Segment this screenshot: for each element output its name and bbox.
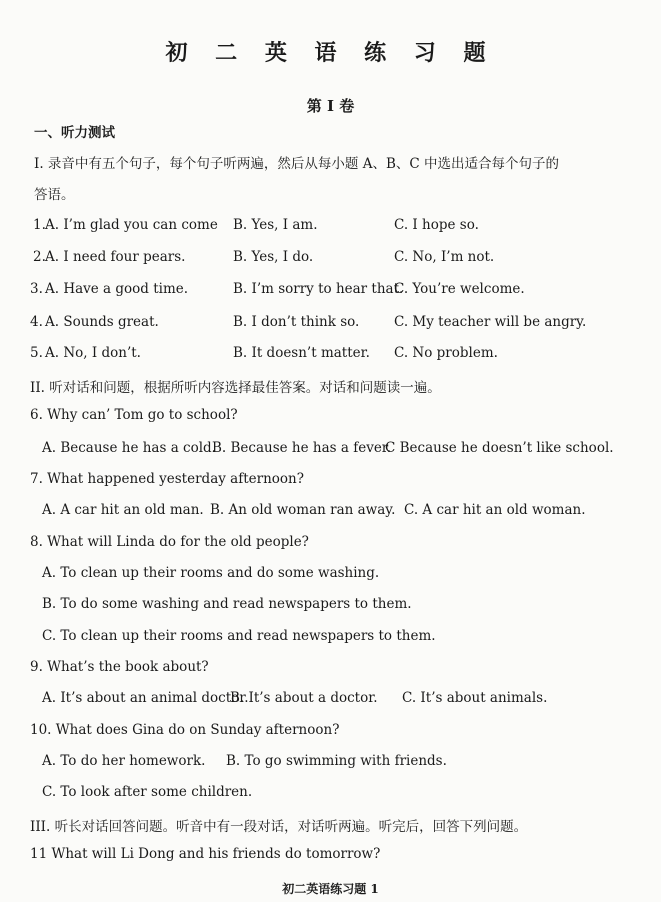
q2-option-b: B. Yes, I do. <box>233 249 314 265</box>
q2-number: 2. <box>33 249 46 265</box>
q7-option-a: A. A car hit an old man. <box>42 502 204 518</box>
part3-instruction: III. 听长对话回答问题。听音中有一段对话，对话听两遍。听完后，回答下列问题。 <box>30 819 528 835</box>
q7-stem: 7. What happened yesterday afternoon? <box>30 471 304 487</box>
volume-label: 第 I 卷 <box>306 97 355 115</box>
q7-option-b: B. An old woman ran away. <box>210 502 396 518</box>
q8-option-b: B. To do some washing and read newspapers to them. <box>42 596 412 612</box>
q10-stem: 10. What does Gina do on Sunday afternoon? <box>30 722 340 738</box>
q5-option-b: B. It doesn’t matter. <box>233 345 370 361</box>
part2-instruction: II. 听对话和问题，根据所听内容选择最佳答案。对话和问题读一遍。 <box>30 380 441 396</box>
q3-option-a: A. Have a good time. <box>45 281 189 297</box>
q8-stem: 8. What will Linda do for the old people? <box>30 534 309 550</box>
q3-option-c: C. You’re welcome. <box>394 281 525 297</box>
q4-option-b: B. I don’t think so. <box>233 314 360 330</box>
q5-option-c: C. No problem. <box>394 345 498 361</box>
q1-number: 1. <box>33 217 46 233</box>
q1-option-a: A. I’m glad you can come <box>45 217 218 233</box>
q8-option-c: C. To clean up their rooms and read newspapers to them. <box>42 628 436 644</box>
section-heading-listening: 一、听力测试 <box>34 125 115 141</box>
q4-number: 4. <box>30 314 43 330</box>
q2-option-a: A. I need four pears. <box>45 249 186 265</box>
q7-option-c: C. A car hit an old woman. <box>404 502 586 518</box>
q1-option-c: C. I hope so. <box>394 217 479 233</box>
q2-option-c: C. No, I’m not. <box>394 249 495 265</box>
q9-option-c: C. It’s about animals. <box>402 690 548 706</box>
q5-option-a: A. No, I don’t. <box>45 345 141 361</box>
q9-option-a: A. It’s about an animal doctor. <box>42 690 249 706</box>
q9-option-b: B. It’s about a doctor. <box>230 690 378 706</box>
q6-option-a: A. Because he has a cold. <box>42 440 216 456</box>
q4-option-a: A. Sounds great. <box>45 314 159 330</box>
part1-instruction: I. 录音中有五个句子，每个句子听两遍，然后从每小题 A、B、C 中选出适合每个句子的 <box>34 156 559 172</box>
page-footer: 初二英语练习题 1 <box>282 882 379 896</box>
q3-number: 3. <box>30 281 43 297</box>
q6-stem: 6. Why can’ Tom go to school? <box>30 407 238 423</box>
q10-option-a: A. To do her homework. <box>42 753 206 769</box>
q4-option-c: C. My teacher will be angry. <box>394 314 587 330</box>
q11-stem: 11 What will Li Dong and his friends do tomorrow? <box>30 846 381 862</box>
q3-option-b: B. I’m sorry to hear that. <box>233 281 404 297</box>
q6-option-b: B. Because he has a fever. <box>212 440 392 456</box>
q8-option-a: A. To clean up their rooms and do some washing. <box>42 565 380 581</box>
part1-instruction-cont: 答语。 <box>34 187 75 203</box>
q10-option-c: C. To look after some children. <box>42 784 253 800</box>
q10-option-b: B. To go swimming with friends. <box>226 753 447 769</box>
q6-option-c: C Because he doesn’t like school. <box>385 440 614 456</box>
q9-stem: 9. What’s the book about? <box>30 659 209 675</box>
q5-number: 5. <box>30 345 43 361</box>
page-title: 初 二 英 语 练 习 题 <box>165 40 496 66</box>
q1-option-b: B. Yes, I am. <box>233 217 318 233</box>
